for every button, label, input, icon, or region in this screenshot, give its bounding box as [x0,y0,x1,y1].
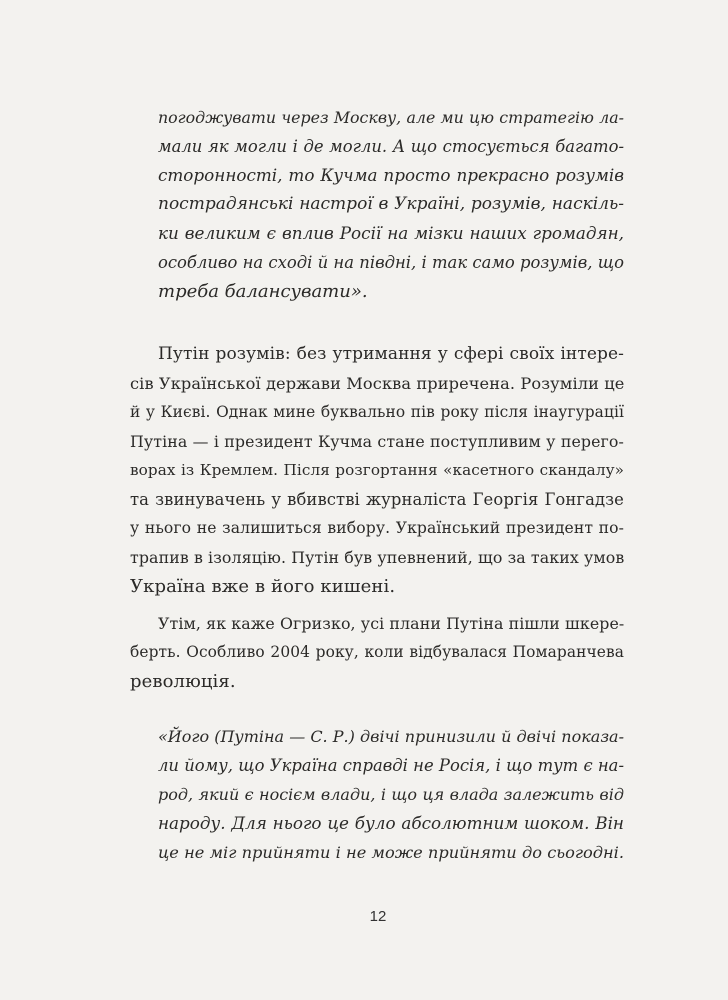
paragraph-1-line: Україна вже в його кишені. [130,576,396,597]
quote-2-line: це не міг прийняти і не може прийняти до сьогодні. [158,843,624,862]
quote-2-line: род, який є носієм влади, і що ця влада залежить від [158,785,624,804]
quote-1-line: треба балансувати». [158,281,368,302]
block-quote-1 [158,103,624,306]
quote-1-line: ки великим є вплив Росії на мізки наших громадян, [158,223,624,243]
paragraph-1-line: Путіна — і президент Кучма стане поступливим у перего- [130,432,624,451]
page-number: 12 [369,908,387,925]
quote-1-line: пострадянські настрої в Україні, розумів, наскіль- [158,194,624,214]
quote-2-line: народу. Для нього це було абсолютним шоком. Він [158,813,624,833]
paragraph-1 [130,340,624,601]
quote-1-line: особливо на сході й на півдні, і так само розумів, що [158,253,624,272]
quote-1-line: мали як могли і де могли. А що стосується багато- [158,137,624,156]
quote-2-line: «Його (Путіна — С. Р.) двічі принизили й двічі показа- [158,727,624,746]
paragraph-1-line: Путін розумів: без утримання у сфері своїх інтере- [158,344,624,364]
quote-1-line: сторонності, то Кучма просто прекрасно розумів [158,165,624,185]
paragraph-2-line: революція. [130,671,236,692]
paragraph-1-line: трапив в ізоляцію. Путін був упевнений, що за таких умов [130,548,625,567]
quote-1-line: погоджувати через Москву, але ми цю стратегію ла- [158,108,624,127]
paragraph-1-line: й у Києві. Однак мине буквально пів року після інаугурації [130,403,624,421]
paragraph-1-line: та звинувачень у вбивстві журналіста Георгія Гонгадзе [130,490,624,509]
paragraph-1-line: ворах із Кремлем. Після розгортання «касетного скандалу» [130,461,624,479]
paragraph-2-line: берть. Особливо 2004 року, коли відбувалася Помаранчева [130,643,624,661]
paragraph-1-line: у нього не залишиться вибору. Український президент по- [130,519,624,537]
paragraph-2-line: Утім, як каже Огризко, усі плани Путіна пішли шкере- [158,614,625,633]
quote-2-line: ли йому, що Україна справді не Росія, і що тут є на- [158,756,624,775]
block-quote-2 [158,722,624,867]
paragraph-2 [130,609,624,696]
paragraph-1-line: сів Української держави Москва приречена. Розуміли це [130,374,625,393]
